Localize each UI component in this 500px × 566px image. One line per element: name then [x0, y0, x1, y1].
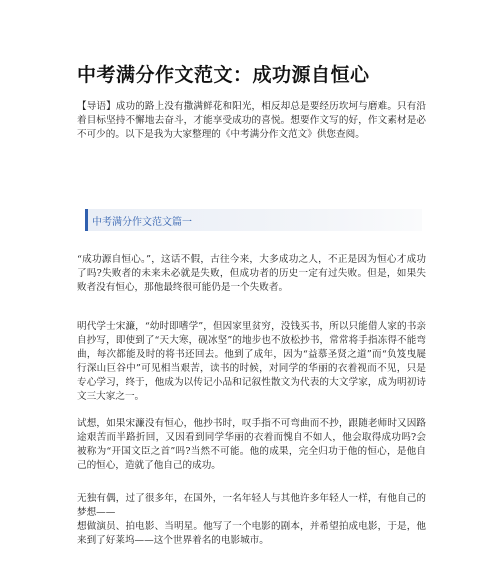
intro-paragraph: 【导语】成功的路上没有撒满鲜花和阳光，相反却总是要经历坎坷与磨难。只有沿着目标坚持不懈地去奋斗，才能享受成功的喜悦。想要作文写的好，作文素材是必不可少的。以下是我为大家整理的《中考满分作文范文》供您查阅。 [77, 101, 426, 140]
body-paragraph: “成功源自恒心。”，这话不假，古往今来，大多成功之人，不正是因为恒心才成功了吗?失败者的未来未必就是失败，但成功者的历史一定有过失败。但是，如果失败者没有恒心，那他最终很可能仍是一个失败者。 [77, 254, 426, 293]
body-paragraph: 明代学士宋濂，“幼时即嗜学”，但因家里贫穷，没钱买书，所以只能借人家的书亲自抄写，即使到了“天大寒，砚冰坚”的地步也不放松抄书，常常将手指冻得不能弯曲，每次都能及时的将书还回去。他到了成年，因为“益慕圣贤之道”而“负笈曳屣行深山巨谷中”可见相当艰苦，读书的时候，对同学的华丽的衣着视而不见，只是专心学习，终于，他成为以传记小品和记叙性散文为代表的大文学家，成为明初诗文三大家之一。 [77, 321, 426, 402]
section-heading-box [85, 209, 422, 231]
section-heading: 中考满分作文范文篇一 [92, 217, 192, 228]
body-paragraph: 试想，如果宋濂没有恒心，他抄书时，叹手指不可弯曲而不抄，跟随老师时又因路途艰苦而半路折回，又因看到同学华丽的衣着而愧自不如人，他会取得成功吗?会被称为“开国文臣之首”吗?当然不可能。他的成果，完全归功于他的恒心，是他自己的恒心，造就了他自己的成功。 [77, 418, 426, 471]
article-title: 中考满分作文范文：成功源自恒心 [77, 64, 370, 86]
body-paragraph: 想做演员、拍电影、当明星。他写了一个电影的剧本，并希望拍成电影，于是，他来到了好莱坞——这个世界着名的电影城市。 [77, 521, 426, 546]
body-paragraph: 无独有偶，过了很多年，在国外，一名年轻人与其他许多年轻人一样，有他自己的梦想—— [77, 493, 426, 518]
